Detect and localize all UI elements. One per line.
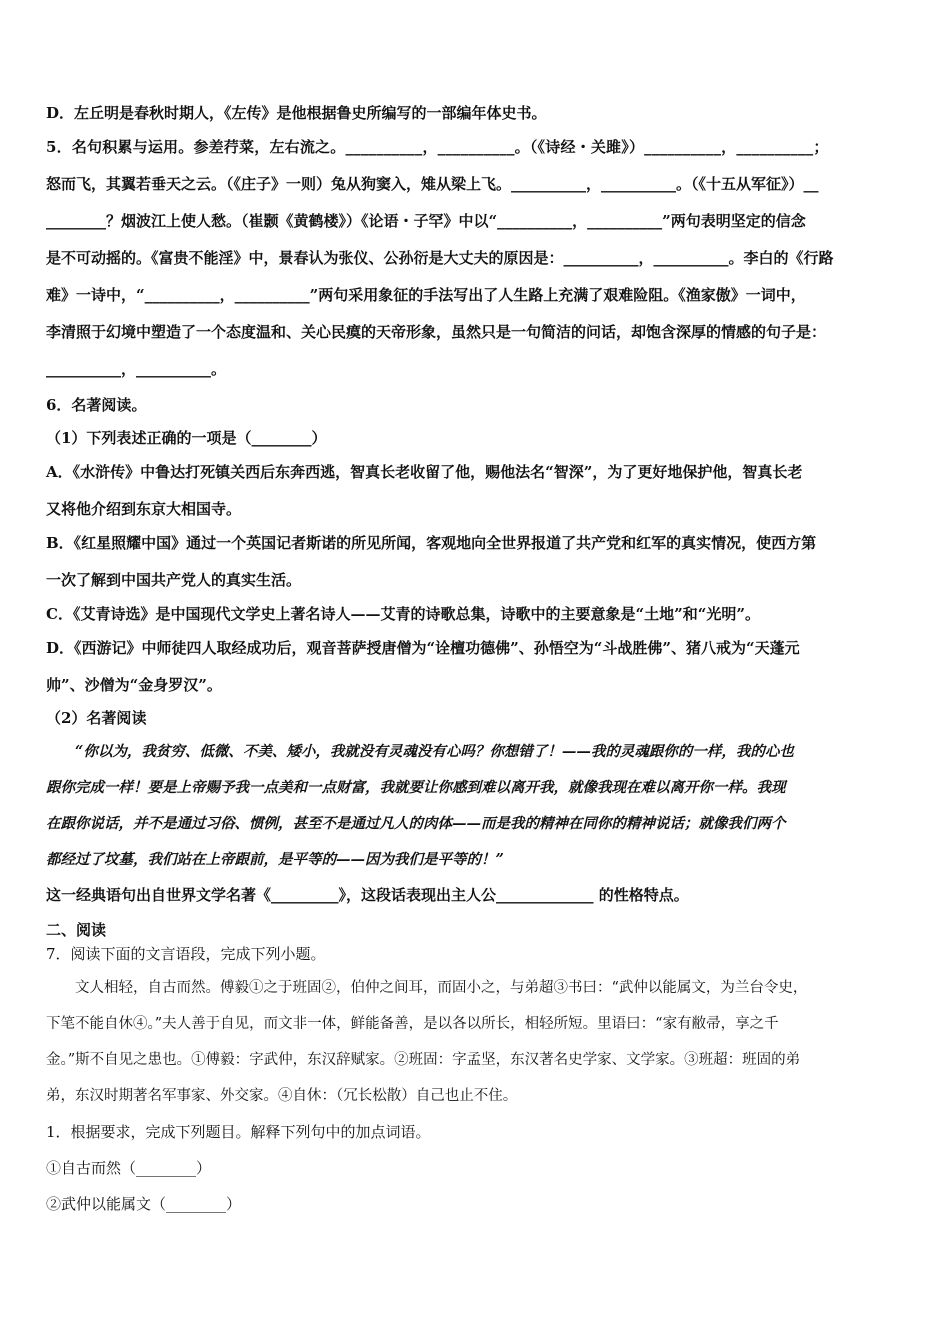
option-b-line-2: 一次了解到中国共产党人的真实生活。: [46, 571, 302, 589]
option-d-line-1: D．《西游记》中师徒四人取经成功后，观音菩萨授唐僧为“诠檀功德佛”、孙悟空为“斗战胜佛”、猪八戒为“天蓬元: [46, 639, 800, 657]
question-6-part-1: （1）下列表述正确的一项是（________）: [46, 429, 327, 447]
quote-line-4: 都经过了坟墓，我们站在上帝跟前，是平等的——因为我们是平等的！”: [46, 851, 504, 868]
quote-line-3: 在跟你说话，并不是通过习俗、惯例，甚至不是通过凡人的肉体——而是我的精神在同你的精神说话；就像我们两个: [46, 815, 786, 832]
question-7-heading: 7．阅读下面的文言语段，完成下列小题。: [46, 945, 326, 963]
quote-line-1: “你以为，我贫穷、低微、不美、矮小，我就没有灵魂没有心吗？你想错了！——我的灵魂跟你的一样，我的心也: [46, 743, 794, 760]
question-5-line-6: 李清照于幻境中塑造了一个态度温和、关心民瘼的天帝形象，虽然只是一句简洁的问话，却饱含深厚的情感的句子是：: [46, 323, 827, 341]
classical-passage-line-4: 弟，东汉时期著名军事家、外交家。④自休：（冗长松散）自己也止不住。: [46, 1088, 518, 1104]
sub-question-1: 1．根据要求，完成下列题目。解释下列句中的加点词语。: [46, 1123, 431, 1141]
question-5-line-3: ________？烟波江上使人愁。（崔颢《黄鹤楼》）《论语・子罕》中以“__________，__________”两句表明坚定的信念: [46, 212, 806, 230]
option-b-line-1: B．《红星照耀中国》通过一个英国记者斯诺的所见所闻，客观地向全世界报道了共产党和红军的真实情况，使西方第: [46, 534, 817, 552]
option-d-zuozhuan: D．左丘明是春秋时期人，《左传》是他根据鲁史所编写的一部编年体史书。: [46, 104, 547, 122]
question-5-line-4: 是不可动摇的。《富贵不能淫》中，景春认为张仪、公孙衍是大丈夫的原因是：__________，__________。李白的《行路: [46, 249, 834, 267]
classical-passage-line-2: 下笔不能自休④。”夫人善于自见，而文非一体，鲜能备善，是以各以所长，相轻所短。里语曰：“家有敝帚，享之千: [46, 1016, 779, 1032]
sub-question-item-1: ①自古而然（________）: [46, 1159, 212, 1177]
question-6-heading: 6．名著阅读。: [46, 396, 147, 414]
question-5-line-1: 5．名句积累与运用。参差荇菜，左右流之。__________，__________。（《诗经・关雎》）__________，__________；: [46, 138, 829, 156]
question-5-line-5: 难》一诗中，“__________，__________”两句采用象征的手法写出了人生路上充满了艰难险阻。《渔家傲》一词中，: [46, 286, 806, 304]
section-2-heading: 二、阅读: [46, 921, 107, 939]
quote-question: 这一经典语句出自世界文学名著《_________》，这段话表现出主人公_____________ 的性格特点。: [46, 886, 689, 904]
sub-question-item-2: ②武仲以能属文（________）: [46, 1195, 242, 1213]
classical-passage-line-1: 文人相轻，自古而然。傅毅①之于班固②，伯仲之间耳，而固小之，与弟超③书曰：“武仲以能属文，为兰台令史，: [46, 980, 808, 996]
option-a-line-2: 又将他介绍到东京大相国寺。: [46, 500, 242, 518]
option-d-line-2: 帅”、沙僧为“金身罗汉”。: [46, 676, 222, 694]
question-5-line-2: 怒而飞，其翼若垂天之云。（《庄子》一则）兔从狗窦入，雉从梁上飞。__________，__________。（《十五从军征》）__: [46, 175, 819, 193]
option-a-line-1: A．《水浒传》中鲁达打死镇关西后东奔西逃，智真长老收留了他，赐他法名“智深”，为了更好地保护他，智真长老: [46, 463, 803, 481]
classical-passage-line-3: 金。”斯不自见之患也。①傅毅：字武仲，东汉辞赋家。②班固：字孟坚，东汉著名史学家、文学家。③班超：班固的弟: [46, 1052, 801, 1068]
question-5-line-7: __________，__________。: [46, 360, 227, 378]
option-c: C．《艾青诗选》是中国现代文学史上著名诗人——艾青的诗歌总集，诗歌中的主要意象是“土地”和“光明”。: [46, 605, 760, 623]
question-6-part-2: （2）名著阅读: [46, 709, 147, 727]
quote-line-2: 跟你完成一样！要是上帝赐予我一点美和一点财富，我就要让你感到难以离开我，就像我现在难以离开你一样。我现: [46, 779, 786, 796]
